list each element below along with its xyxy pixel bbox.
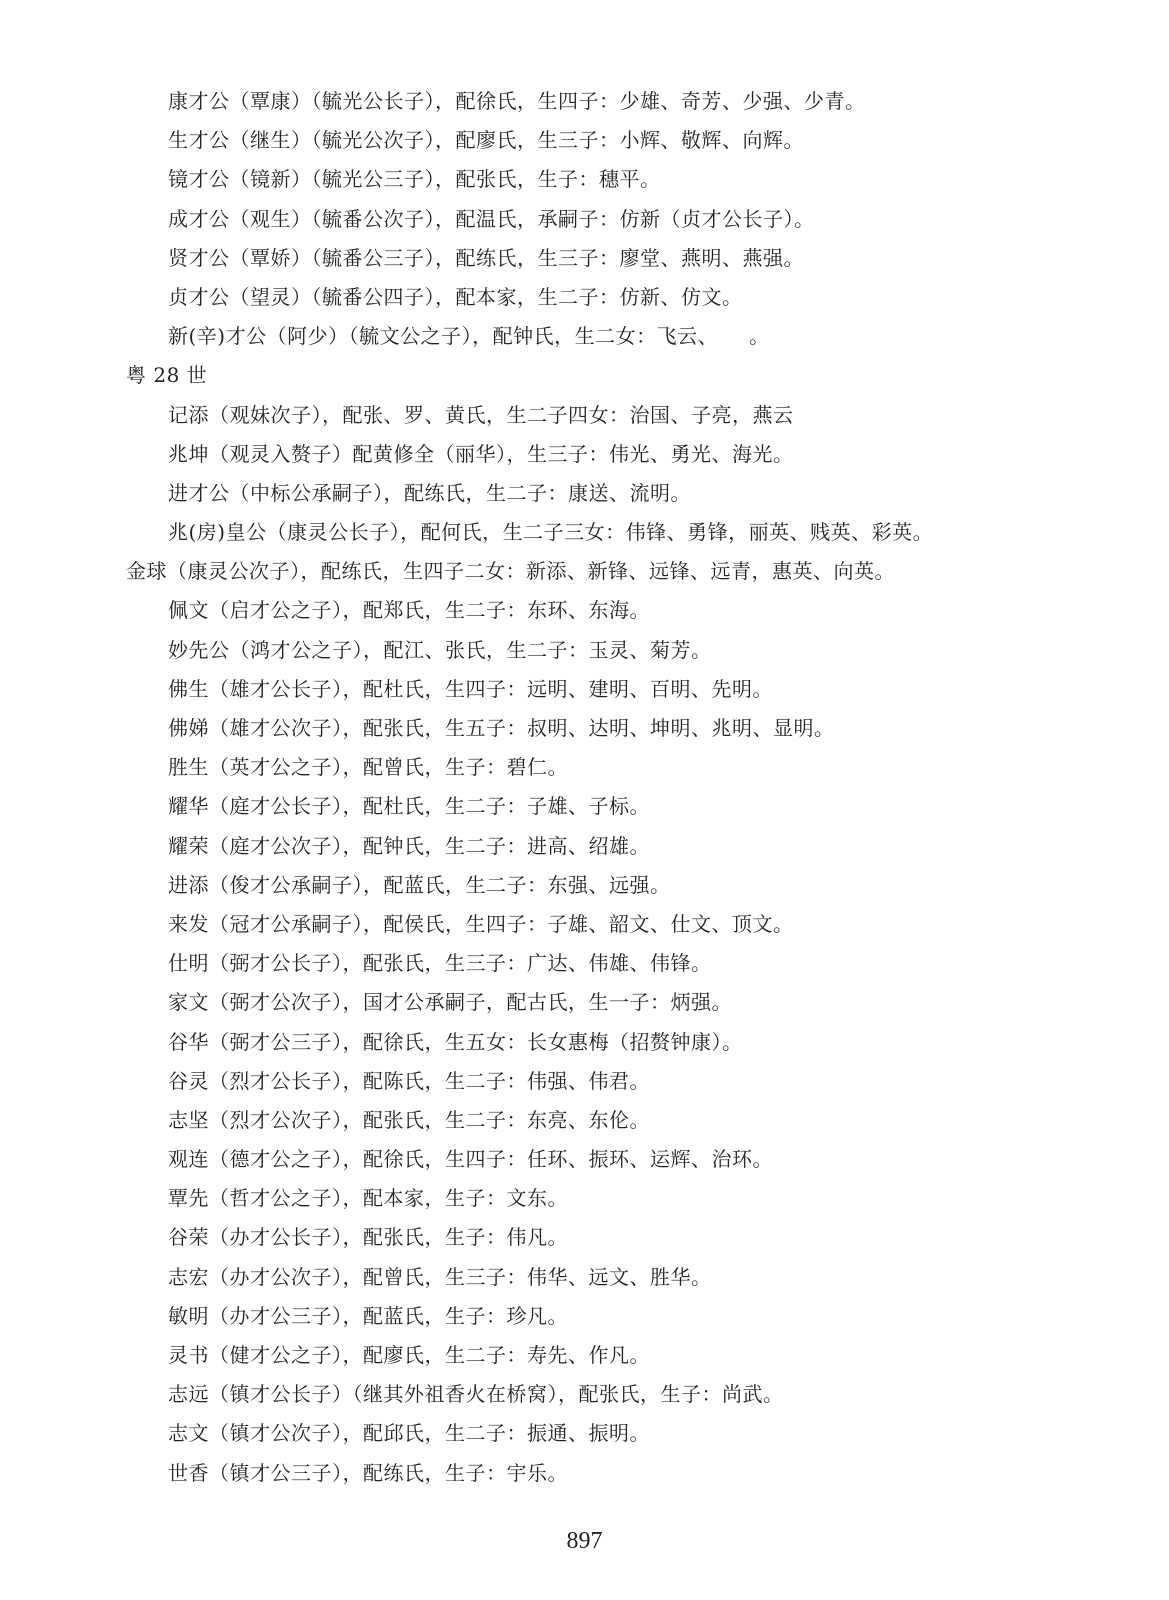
entry-line: 谷灵（烈才公长子），配陈氏，生二子：伟强、伟君。 (168, 1068, 650, 1093)
entry-line: 覃先（哲才公之子），配本家，生子：文东。 (168, 1186, 568, 1211)
genealogy-entries (0, 82, 1169, 1493)
entry-line: 金球（康灵公次子），配练氏，生四子二女：新添、新锋、远锋、远青，惠英、向英。 (126, 559, 895, 584)
entry-line: 谷荣（办才公长子），配张氏，生子：伟凡。 (168, 1225, 568, 1250)
entry-line: 生才公（继生）（毓光公次子），配廖氏，生三子：小辉、敬辉、向辉。 (168, 128, 804, 153)
entry-line: 新(辛)才公（阿少）（毓文公之子），配钟氏，生二女：飞云、 。 (168, 324, 770, 349)
entry-line: 谷华（弼才公三子），配徐氏，生五女：长女惠梅（招赘钟康）。 (168, 1029, 743, 1054)
generation-28-entries (0, 396, 1169, 1493)
entry-line: 记添（观妹次子），配张、罗、黄氏，生二子四女：治国、子亮，燕云 (168, 402, 794, 427)
entry-line: 镜才公（镜新）（毓光公三子），配张氏，生子：穗平。 (168, 167, 661, 192)
entry-line: 佛生（雄才公长子），配杜氏，生四子：远明、建明、百明、先明。 (168, 676, 773, 701)
entry-line: 来发（冠才公承嗣子），配侯氏，生四子：子雄、韶文、仕文、顶文。 (168, 911, 794, 936)
entry-line: 妙先公（鸿才公之子），配江、张氏，生二子：玉灵、菊芳。 (168, 637, 712, 662)
entry-line: 兆(房)皇公（康灵公长子），配何氏，生二子三女：伟锋、勇锋，丽英、贱英、彩英。 (168, 520, 934, 545)
entry-line: 家文（弼才公次子），国才公承嗣子，配古氏，生一子：炳强。 (168, 990, 732, 1015)
entry-line: 耀华（庭才公长子），配杜氏，生二子：子雄、子标。 (168, 794, 650, 819)
entry-line: 贤才公（覃娇）（毓番公三子），配练氏，生三子：廖堂、燕明、燕强。 (168, 245, 804, 270)
entry-line: 敏明（办才公三子），配蓝氏，生子：珍凡。 (168, 1303, 568, 1328)
entry-line: 进添（俊才公承嗣子），配蓝氏，生二子：东强、远强。 (168, 872, 671, 897)
page-number: 897 (566, 1528, 603, 1554)
entry-line: 胜生（英才公之子），配曾氏，生子：碧仁。 (168, 755, 568, 780)
entry-line: 观连（德才公之子），配徐氏，生四子：任环、振环、运辉、治环。 (168, 1147, 773, 1172)
entry-line: 志坚（烈才公次子），配张氏，生二子：东亮、东伦。 (168, 1107, 650, 1132)
entry-line: 志远（镇才公长子）（继其外祖香火在桥窝），配张氏，生子：尚武。 (168, 1382, 784, 1407)
entry-line: 佛娣（雄才公次子），配张氏，生五子：叔明、达明、坤明、兆明、显明。 (168, 716, 835, 740)
entry-line: 仕明（弼才公长子），配张氏，生三子：广达、伟雄、伟锋。 (168, 951, 712, 976)
entry-line: 志宏（办才公次子），配曾氏，生三子：伟华、远文、胜华。 (168, 1264, 712, 1289)
entry-line: 灵书（健才公之子），配廖氏，生二子：寿先、作凡。 (168, 1343, 650, 1367)
entry-line: 志文（镇才公次子），配邱氏，生二子：振通、振明。 (168, 1421, 650, 1446)
entry-line: 康才公（覃康）（毓光公长子），配徐氏，生四子：少雄、奇芳、少强、少青。 (168, 89, 866, 113)
entry-line: 佩文（启才公之子），配郑氏，生二子：东环、东海。 (168, 598, 650, 623)
entry-line: 耀荣（庭才公次子），配钟氏，生二子：进高、绍雄。 (168, 833, 650, 858)
entry-line: 世香（镇才公三子），配练氏，生子：宇乐。 (168, 1460, 568, 1485)
entry-line: 贞才公（望灵）（毓番公四子），配本家，生二子：仿新、仿文。 (168, 284, 743, 309)
entry-line: 成才公（观生）（毓番公次子），配温氏，承嗣子：仿新（贞才公长子）。 (168, 206, 815, 231)
generation-heading: 粤 28 世 (126, 363, 208, 388)
entry-line: 进才公（中标公承嗣子），配练氏，生二子：康送、流明。 (168, 480, 691, 505)
entry-line: 兆坤（观灵入赘子）配黄修全（丽华），生三子：伟光、勇光、海光。 (168, 441, 794, 466)
